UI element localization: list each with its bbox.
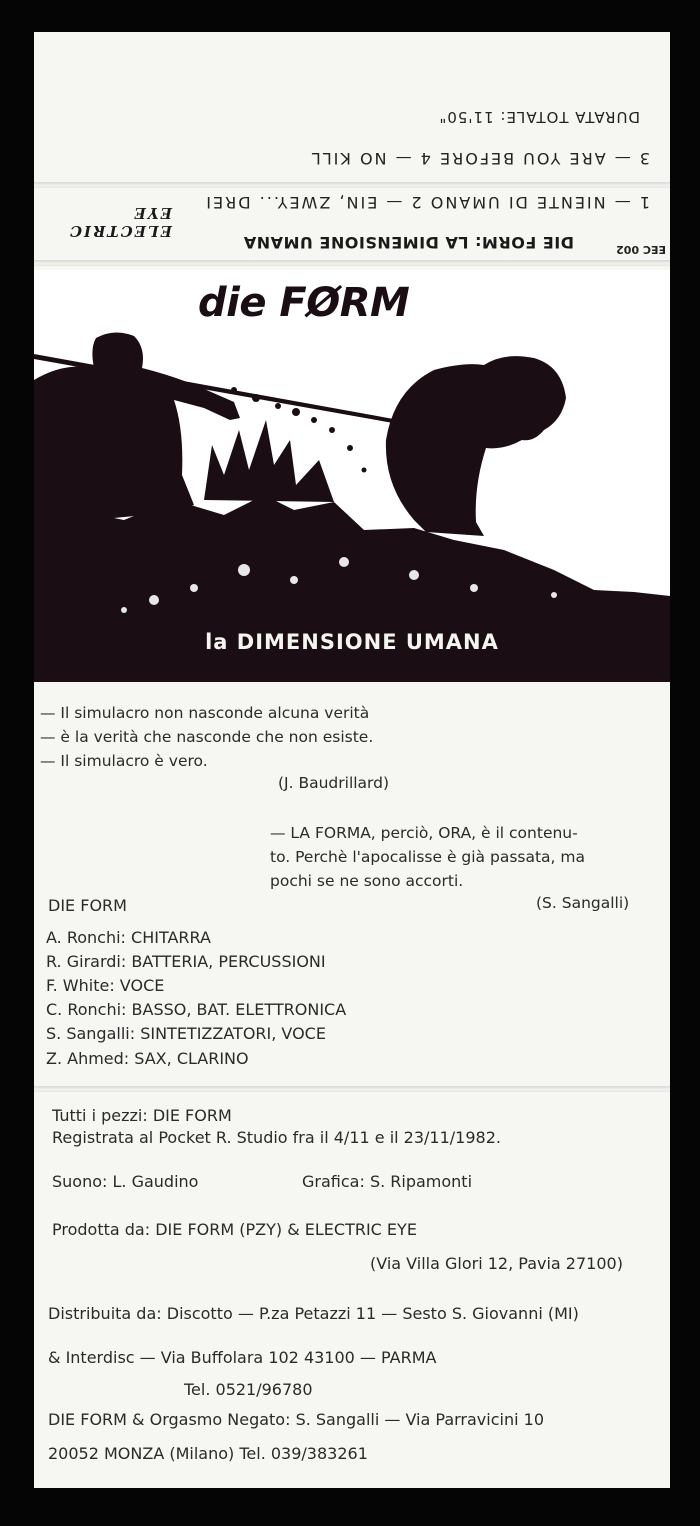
tracklist-line-2: 3 — ARE YOU BEFORE 4 — NO KILL [309, 149, 650, 168]
fold-line [34, 182, 670, 188]
credits-producer: Prodotta da: DIE FORM (PZY) & ELECTRIC EYE [52, 1220, 417, 1239]
album-title: la DIMENSIONE UMANA [205, 630, 499, 654]
fold-line [34, 260, 670, 266]
silhouette-illustration [34, 270, 670, 682]
fold-line [34, 1086, 670, 1092]
catalog-number: EEC 002 [616, 243, 666, 256]
lineup-member: Z. Ahmed: SAX, CLARINO [46, 1049, 249, 1068]
credits-contact: DIE FORM & Orgasmo Negato: S. Sangalli — Via Parravicini 10 [48, 1410, 544, 1429]
label-logo: ELECTRIC EYE [68, 204, 172, 240]
credits-contact-city: 20052 MONZA (Milano) Tel. 039/383261 [48, 1444, 368, 1463]
cassette-jcard [34, 32, 670, 1488]
quote-line: pochi se ne sono accorti. [270, 872, 464, 890]
credits-pezzi: Tutti i pezzi: DIE FORM [52, 1106, 232, 1125]
credits-interdisc: & Interdisc — Via Buffolara 102 43100 — PARMA [48, 1348, 437, 1367]
quote-author: (S. Sangalli) [536, 894, 630, 912]
quote-line: — è la verità che nasconde che non esiste. [40, 728, 374, 746]
credits-address: (Via Villa Glori 12, Pavia 27100) [370, 1254, 623, 1273]
lineup-member: A. Ronchi: CHITARRA [46, 928, 211, 947]
credits-phone: Tel. 0521/96780 [184, 1380, 313, 1399]
credits-distribution: Distribuita da: Discotto — P.za Petazzi 11 — Sesto S. Giovanni (MI) [48, 1304, 579, 1323]
lineup-heading: DIE FORM [48, 896, 127, 915]
jcard-spine [34, 32, 670, 264]
lineup-member: C. Ronchi: BASSO, BAT. ELETTRONICA [46, 1000, 347, 1019]
credits-sound: Suono: L. Gaudino [52, 1172, 199, 1191]
lineup-member: S. Sangalli: SINTETIZZATORI, VOCE [46, 1024, 326, 1043]
quote-author: (J. Baudrillard) [278, 774, 390, 792]
credits-recording: Registrata al Pocket R. Studio fra il 4/11 e il 23/11/1982. [52, 1128, 501, 1147]
quote-line: — LA FORMA, perciò, ORA, è il contenu- [270, 824, 578, 842]
lineup-member: R. Girardi: BATTERIA, PERCUSSIONI [46, 952, 326, 971]
quote-line: — Il simulacro non nasconde alcuna verità [40, 704, 370, 722]
quote-line: to. Perchè l'apocalisse è già passata, ma [270, 848, 585, 866]
total-duration: DURATA TOTALE: 11'50" [438, 108, 640, 126]
quote-line: — Il simulacro è vero. [40, 752, 208, 770]
spine-title: DIE FORM: LA DIMENSIONE UMANA [243, 233, 574, 252]
credits-graphics: Grafica: S. Ripamonti [302, 1172, 473, 1191]
cover-artwork [34, 270, 670, 682]
lineup-member: F. White: VOCE [46, 976, 165, 995]
tracklist-line-1: 1 — NIENTE DI UMANO 2 — EIN, ZWEY... DREI [204, 193, 650, 212]
band-logo: die FØRM [198, 280, 410, 326]
